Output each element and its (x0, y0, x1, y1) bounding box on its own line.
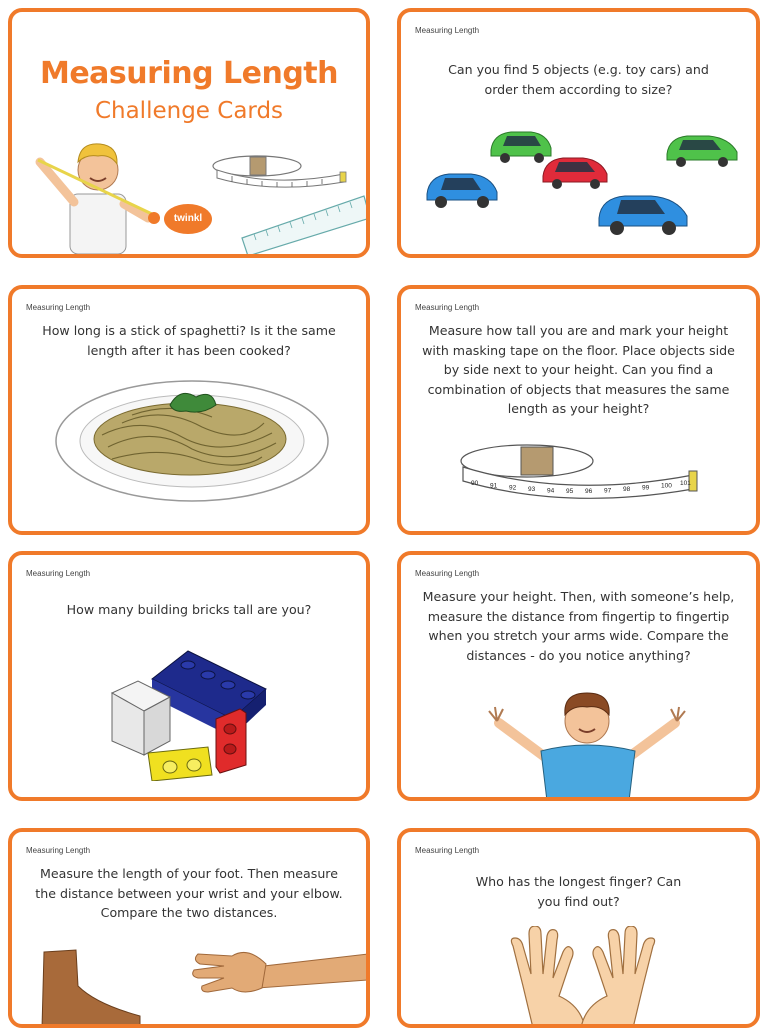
green-car-2 (667, 136, 737, 167)
tape-number: 100 (661, 482, 672, 490)
challenge-card-7 (397, 828, 760, 1028)
card-tag: Measuring Length (415, 846, 480, 855)
tape-number: 92 (509, 484, 517, 492)
challenge-card-1 (397, 8, 760, 258)
card-tag: Measuring Length (415, 303, 480, 312)
card-question: Who has the longest finger? Can you find out? (475, 874, 682, 909)
tape-number: 99 (642, 484, 650, 492)
ruler-icon (238, 190, 370, 256)
building-bricks-icon (108, 645, 278, 781)
tape-number: 97 (604, 487, 612, 495)
card-question: Measure your height. Then, with someone’s help, measure the distance from fingertip to fingertip when you stretch your arms wide. Compare the distances - do you notice anything? (422, 589, 735, 663)
tape-number: 90 (471, 480, 479, 487)
page-title: Measuring Length (39, 56, 338, 91)
page-subtitle: Challenge Cards (94, 98, 284, 124)
blue-car (427, 174, 497, 208)
tape-number: 96 (585, 487, 593, 495)
twinkl-logo: twinkl (164, 204, 212, 234)
cover-card (8, 8, 370, 258)
tape-number: 93 (528, 486, 536, 494)
toy-cars-icon (415, 116, 745, 246)
foot-icon (36, 946, 146, 1028)
child-arms-wide-icon (479, 675, 699, 801)
card-question: Can you find 5 objects (e.g. toy cars) and order them according to size? (448, 62, 709, 97)
blue-car-2 (599, 196, 687, 235)
card-tag: Measuring Length (26, 846, 91, 855)
card-tag: Measuring Length (26, 303, 91, 312)
forearm-hand-icon (188, 936, 368, 1006)
card-question: Measure how tall you are and mark your height with masking tape on the floor. Place objects side by side next to your height. Can you find a combination of objects that measures the same length as your height? (422, 323, 735, 416)
tape-measure-icon (457, 439, 707, 509)
card-tag: Measuring Length (415, 569, 480, 578)
challenge-card-5 (397, 551, 760, 801)
spaghetti-plate-icon (52, 375, 332, 505)
tape-number: 95 (566, 487, 574, 495)
tape-measure-icon (212, 152, 352, 192)
card-tag: Measuring Length (26, 569, 91, 578)
tape-number: 101 (680, 480, 691, 487)
challenge-card-3 (397, 285, 760, 535)
card-question: How many building bricks tall are you? (66, 602, 312, 617)
red-car (543, 158, 607, 189)
challenge-card-2 (8, 285, 370, 535)
card-question: Measure the length of your foot. Then measure the distance between your wrist and your elbow. Compare the two distances. (35, 866, 343, 920)
tape-number: 94 (547, 487, 555, 495)
challenge-card-4 (8, 551, 370, 801)
green-car (491, 132, 551, 163)
card-tag: Measuring Length (415, 26, 480, 35)
challenge-card-6 (8, 828, 370, 1028)
child-with-tape-icon (20, 132, 170, 258)
two-hands-icon (463, 926, 703, 1028)
tape-number: 98 (623, 486, 631, 494)
card-question: How long is a stick of spaghetti? Is it the same length after it has been cooked? (42, 323, 336, 358)
tape-number: 91 (490, 482, 498, 490)
